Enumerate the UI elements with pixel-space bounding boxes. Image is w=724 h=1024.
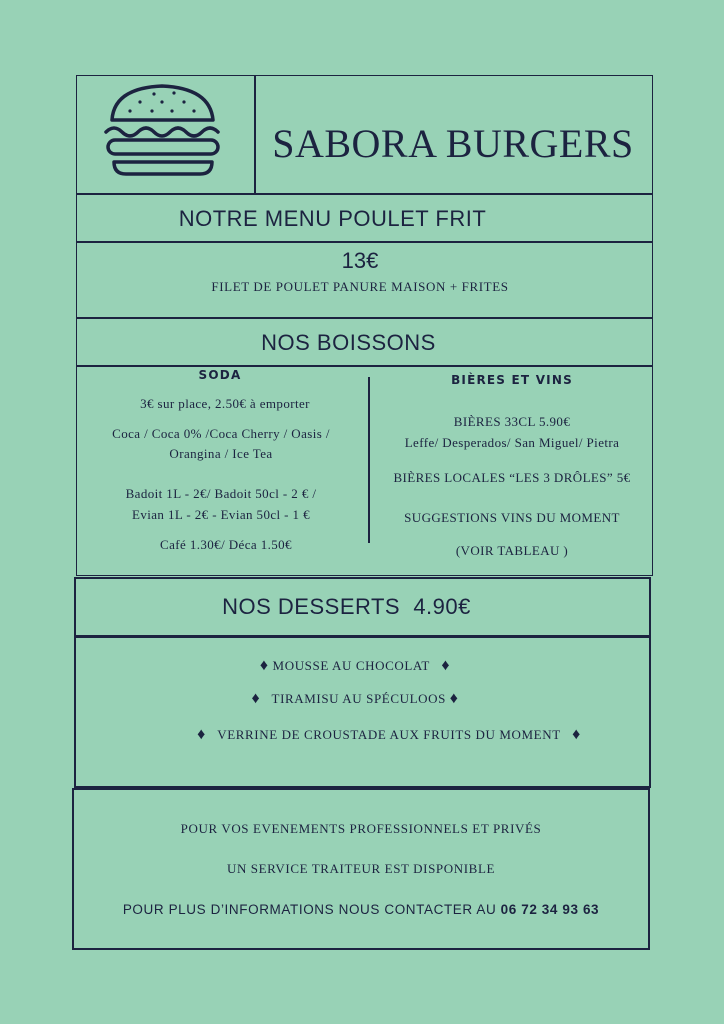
drinks-heading: NOS BOISSONS (261, 330, 436, 355)
soda-line-sodas-2: Orangina / Ice Tea (169, 446, 273, 461)
footer-contact-text: POUR PLUS D’INFORMATIONS NOUS CONTACTER AU (122, 902, 497, 917)
restaurant-title: SABORA BURGERS (272, 121, 634, 166)
diamond-bullet-icon: ♦ (251, 690, 261, 707)
soda-title: SODA (198, 368, 242, 382)
diamond-bullet-icon: ♦ (441, 657, 451, 674)
chicken-menu-heading: NOTRE MENU POULET FRIT (178, 206, 487, 231)
soda-line-coffee: Café 1.30€/ Déca 1.50€ (160, 537, 292, 552)
dessert-item-label: TIRAMISU AU SPÉCULOOS (271, 691, 446, 706)
soda-line-water-1: Badoit 1L - 2€/ Badoit 50cl - 2 € / (125, 486, 317, 501)
dessert-item-tiramisu (150, 690, 560, 708)
soda-line-sodas-1: Coca / Coca 0% /Coca Cherry / Oasis / (112, 426, 330, 441)
diamond-bullet-icon: ♦ (572, 726, 581, 743)
soda-line-price: 3€ sur place, 2.50€ à emporter (140, 396, 310, 411)
dessert-item-label: MOUSSE AU CHOCOLAT (272, 658, 430, 673)
footer-contact-line (72, 902, 650, 917)
diamond-bullet-icon: ♦ (259, 657, 269, 674)
soda-line-water-2: Evian 1L - 2€ - Evian 50cl - 1 € (131, 507, 311, 522)
dessert-item-label: VERRINE DE CROUSTADE AUX FRUITS DU MOMENT (217, 727, 561, 742)
chicken-menu-description: FILET DE POULET PANURE MAISON + FRITES (211, 279, 509, 294)
burger-icon (100, 82, 225, 182)
beers-title: BIÈRES ET VINS (451, 373, 573, 387)
dessert-item-verrine (150, 726, 628, 744)
beers-line-local: BIÈRES LOCALES “LES 3 DRÔLES” 5€ (393, 470, 631, 485)
diamond-bullet-icon: ♦ (197, 726, 206, 743)
beers-line-brands: Leffe/ Desperados/ San Miguel/ Pietra (404, 435, 620, 450)
chicken-menu-price: 13€ (341, 248, 379, 273)
diamond-bullet-icon: ♦ (449, 690, 459, 707)
desserts-heading: NOS DESSERTS 4.90€ (222, 594, 471, 619)
beers-line-board: (VOIR TABLEAU ) (455, 543, 569, 558)
beers-line-33cl: BIÈRES 33CL 5.90€ (453, 414, 571, 429)
footer-catering-line: UN SERVICE TRAITEUR EST DISPONIBLE (226, 861, 496, 876)
footer-phone-number[interactable]: 06 72 34 93 63 (500, 902, 600, 917)
beers-line-wines: SUGGESTIONS VINS DU MOMENT (404, 510, 620, 525)
dessert-item-mousse (150, 657, 560, 675)
footer-events-line: POUR VOS EVENEMENTS PROFESSIONNELS ET PRIVÉS (180, 821, 542, 836)
